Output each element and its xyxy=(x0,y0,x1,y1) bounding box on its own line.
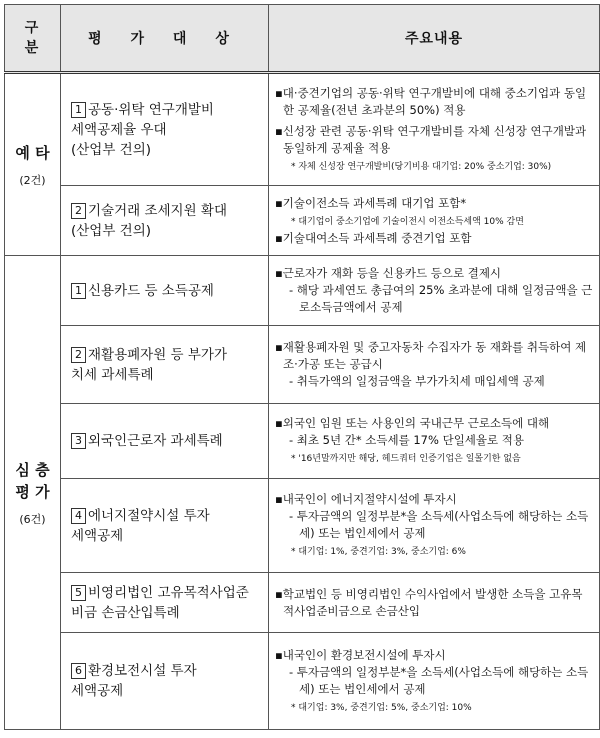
target-title: 환경보전시설 투자 세액공제 xyxy=(71,663,197,699)
content-cell xyxy=(269,186,600,256)
target-cell xyxy=(61,186,269,256)
target-cell xyxy=(61,633,269,730)
content-line: ▪신성장 관련 공동·위탁 연구개발비를 자체 신성장 연구개발과 동일하게 공제율 적용 xyxy=(275,123,587,155)
target-title: 신용카드 등 소득공제 xyxy=(88,282,214,299)
table-row xyxy=(5,73,600,186)
content-cell xyxy=(269,479,600,573)
target-cell xyxy=(61,573,269,633)
content-note: * 대기업: 3%, 중견기업: 5%, 중소기업: 10% xyxy=(291,702,472,713)
content-cell xyxy=(269,573,600,633)
content-cell xyxy=(269,326,600,404)
content-cell xyxy=(269,633,600,730)
content-line: ▪기술이전소득 과세특례 대기업 포함* xyxy=(275,195,467,210)
item-number-box: 2 xyxy=(71,203,86,219)
table-row xyxy=(5,479,600,573)
content-cell xyxy=(269,256,600,326)
content-note: * 대기업이 중소기업에 기술이전시 이전소득세액 10% 감면 xyxy=(291,216,524,227)
item-number-box: 1 xyxy=(71,283,86,299)
header-row xyxy=(5,5,600,73)
target-cell xyxy=(61,479,269,573)
target-title: 기술거래 조세지원 확대 (산업부 건의) xyxy=(71,202,227,239)
content-line: ▪학교법인 등 비영리법인 수익사업에서 발생한 소득을 고유목적사업준비금으로 손금산입 xyxy=(275,586,583,618)
target-title: 외국인근로자 과세특례 xyxy=(88,433,223,449)
header-category: 구 분 xyxy=(5,5,61,73)
table-row xyxy=(5,633,600,730)
content-line: - 투자금액의 일정부분*을 소득세(사업소득에 해당하는 소득세) 또는 법인세에서 공제 xyxy=(289,664,589,696)
content-line: - 최초 5년 간* 소득세를 17% 단일세율로 적용 xyxy=(289,433,524,447)
category-count: (6건) xyxy=(19,512,46,526)
content-line: - 투자금액의 일정부분*을 소득세(사업소득에 해당하는 소득세) 또는 법인세에서 공제 xyxy=(289,509,589,540)
content-line: - 취득가액의 일정금액을 부가가치세 매입세액 공제 xyxy=(289,374,545,388)
content-line: ▪외국인 임원 또는 사용인의 국내근무 근로소득에 대해 xyxy=(275,416,550,430)
table-row xyxy=(5,573,600,633)
item-number-box: 1 xyxy=(71,102,86,118)
target-cell xyxy=(61,73,269,186)
target-title: 재활용폐자원 등 부가가 치세 과세특례 xyxy=(71,346,227,383)
category-count: (2건) xyxy=(19,173,46,187)
table-row xyxy=(5,326,600,404)
item-number-box: 5 xyxy=(71,585,86,601)
content-note: * '16년말까지만 해당, 헤드쿼터 인증기업은 일몰기한 없음 xyxy=(291,454,521,464)
content-line: ▪재활용폐자원 및 중고자동차 수집자가 동 재화를 취득하여 제조·가공 또는 공급시 xyxy=(275,340,587,371)
content-cell xyxy=(269,404,600,479)
target-cell xyxy=(61,404,269,479)
content-line: ▪대·중견기업의 공동·위탁 연구개발비에 대해 중소기업과 동일한 공제율(전년 초과분의 50%) 적용 xyxy=(275,85,587,117)
content-cell xyxy=(269,73,600,186)
item-number-box: 2 xyxy=(71,347,86,363)
evaluation-table-document xyxy=(4,4,596,734)
table-row xyxy=(5,256,600,326)
category-name: 심 층 평 가 xyxy=(15,460,50,501)
target-title: 비영리법인 고유목적사업준 비금 손금산입특례 xyxy=(71,584,249,621)
evaluation-table xyxy=(4,4,600,730)
target-cell xyxy=(61,256,269,326)
table-row xyxy=(5,404,600,479)
category-name: 예 타 xyxy=(15,143,50,162)
target-title: 공동·위탁 연구개발비 세액공제율 우대 (산업부 건의) xyxy=(71,101,214,158)
table-row xyxy=(5,186,600,256)
content-note: * 대기업: 1%, 중견기업: 3%, 중소기업: 6% xyxy=(291,547,466,557)
target-title: 에너지절약시설 투자 세액공제 xyxy=(71,507,210,544)
header-content: 주요내용 xyxy=(269,5,600,73)
content-line: ▪근로자가 재화 등을 신용카드 등으로 결제시 xyxy=(275,266,502,280)
target-cell xyxy=(61,326,269,404)
content-line: ▪내국인이 에너지절약시설에 투자시 xyxy=(275,492,457,506)
content-line: - 해당 과세연도 총급여의 25% 초과분에 대해 일정금액을 근로소득금액에서 공제 xyxy=(289,283,593,314)
header-target: 평 가 대 상 xyxy=(61,5,269,73)
category-cell-simcheung xyxy=(5,256,61,730)
category-cell-yeta xyxy=(5,73,61,256)
content-line: ▪기술대여소득 과세특례 중견기업 포함 xyxy=(275,230,472,245)
content-note: * 자체 신성장 연구개발비(당기비용 대기업: 20% 중소기업: 30%) xyxy=(291,161,552,172)
item-number-box: 3 xyxy=(71,433,86,449)
item-number-box: 6 xyxy=(71,663,86,679)
content-line: ▪내국인이 환경보전시설에 투자시 xyxy=(275,647,446,662)
item-number-box: 4 xyxy=(71,508,86,524)
